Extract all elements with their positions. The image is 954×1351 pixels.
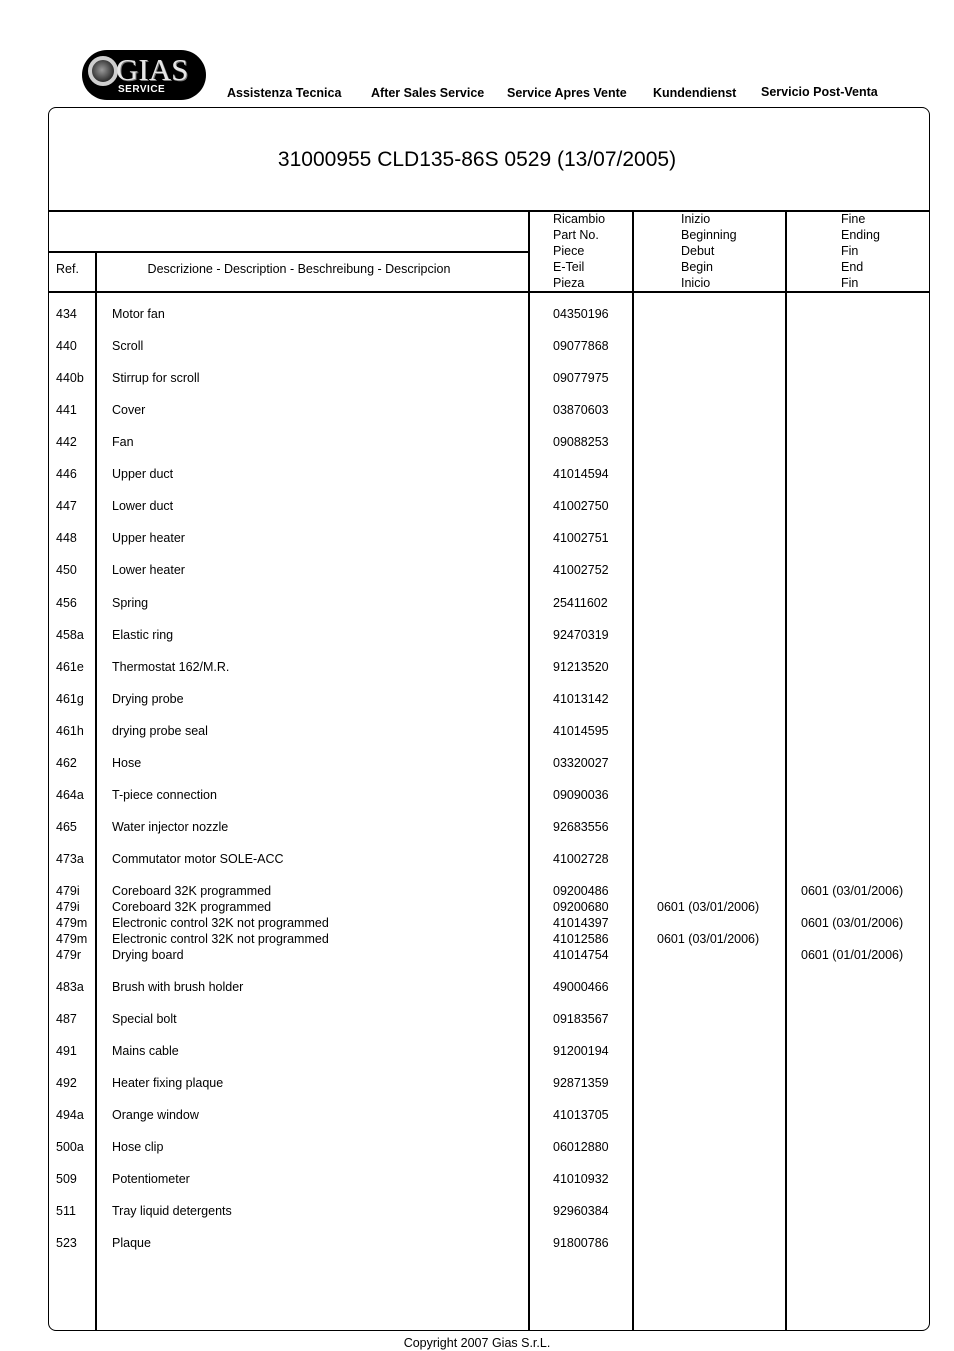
- begin-header-line: Beginning: [681, 228, 737, 242]
- description-cell: Scroll: [112, 339, 144, 354]
- header-label-assistenza: Assistenza Tecnica: [227, 86, 342, 100]
- description-cell: Lower duct: [112, 499, 174, 514]
- description-cell: Orange window: [112, 1108, 199, 1123]
- ref-cell: 458a: [56, 627, 84, 642]
- ref-cell: 473a: [56, 851, 84, 866]
- description-cell: Motor fan: [112, 307, 165, 321]
- part-column-divider: [632, 210, 634, 1331]
- part-number-cell: 09077975: [553, 371, 609, 386]
- part-header-line: Ricambio: [553, 212, 606, 226]
- begin-header-line: Begin: [681, 260, 713, 274]
- document-title: 31000955 CLD135-86S 0529 (13/07/2005): [277, 148, 677, 171]
- description-cell: Spring: [112, 595, 149, 610]
- part-header-line: Piece: [553, 244, 585, 258]
- header-label-after-sales: After Sales Service: [371, 86, 485, 100]
- description-column-divider: [528, 210, 530, 1331]
- description-cell: Potentiometer: [112, 1172, 190, 1187]
- description-cell: Hose: [112, 755, 142, 770]
- ref-cell: 461g: [56, 691, 84, 706]
- description-cell: Fan: [112, 435, 134, 450]
- ref-cell: 479m: [56, 931, 88, 946]
- description-cell: Electronic control 32K not programmed: [112, 915, 329, 930]
- part-header-line: Pieza: [553, 276, 585, 290]
- description-cell: Thermostat 162/M.R.: [112, 659, 230, 674]
- part-number-cell: 06012880: [553, 1140, 609, 1155]
- part-number-cell: 09088253: [553, 435, 609, 450]
- header-bottom-rule: [48, 291, 930, 293]
- part-number-cell: 91213520: [553, 659, 609, 674]
- part-number-cell: 41014594: [553, 467, 609, 482]
- part-number-cell: 25411602: [553, 595, 608, 610]
- part-number-cell: 92683556: [553, 819, 609, 834]
- part-number-cell: 41010932: [553, 1172, 609, 1187]
- ref-cell: 479i: [56, 883, 80, 898]
- description-cell: T-piece connection: [112, 787, 217, 802]
- description-cell: Tray liquid detergents: [112, 1204, 232, 1219]
- description-cell: Drying probe: [112, 691, 184, 706]
- ref-cell: 461h: [56, 723, 84, 738]
- ref-cell: 440: [56, 339, 77, 354]
- ref-cell: 462: [56, 755, 77, 770]
- gias-service-logo: [82, 50, 206, 100]
- begin-header-line: Inizio: [681, 212, 711, 226]
- part-number-cell: 91200194: [553, 1044, 609, 1059]
- ref-cell: 511: [56, 1204, 76, 1219]
- ref-cell: 446: [56, 467, 77, 482]
- header-label-kundendienst: Kundendienst: [653, 86, 737, 100]
- ref-cell: 479i: [56, 899, 80, 914]
- begin-header-line: Inicio: [681, 276, 711, 290]
- begin-header-line: Debut: [681, 244, 715, 258]
- description-cell: Special bolt: [112, 1012, 177, 1027]
- ref-cell: 440b: [56, 371, 84, 386]
- description-cell: Brush with brush holder: [112, 980, 244, 994]
- begin-column-divider: [785, 210, 787, 1331]
- description-cell: Cover: [112, 403, 146, 418]
- part-number-cell: 09200680: [553, 899, 609, 914]
- part-number-cell: 41013142: [553, 691, 609, 706]
- description-cell: Mains cable: [112, 1044, 179, 1059]
- end-header-line: Fin: [841, 244, 859, 258]
- ref-cell: 461e: [56, 659, 84, 674]
- part-number-cell: 03870603: [553, 403, 609, 418]
- ref-cell: 456: [56, 595, 77, 610]
- part-header-line: Part No.: [553, 228, 599, 242]
- end-cell: 0601 (01/01/2006): [801, 948, 904, 962]
- part-number-cell: 41014595: [553, 723, 609, 738]
- description-cell: Plaque: [112, 1236, 151, 1251]
- part-header-line: E-Teil: [553, 260, 585, 274]
- ref-cell: 448: [56, 531, 77, 546]
- ref-cell: 487: [56, 1012, 77, 1027]
- part-number-cell: 92871359: [553, 1076, 609, 1091]
- ref-cell: 465: [56, 819, 77, 834]
- description-cell: Commutator motor SOLE-ACC: [112, 851, 284, 866]
- description-cell: Elastic ring: [112, 627, 174, 642]
- part-number-cell: 41012586: [553, 931, 609, 946]
- part-number-cell: 41002750: [553, 499, 609, 514]
- ref-cell: 479r: [56, 948, 82, 962]
- part-number-cell: 92470319: [553, 627, 609, 642]
- description-cell: Upper duct: [112, 467, 174, 482]
- part-number-cell: 09183567: [553, 1012, 609, 1027]
- description-cell: Hose clip: [112, 1140, 164, 1155]
- header-label-apres-vente: Service Apres Vente: [507, 86, 627, 100]
- header-label-post-venta: Servicio Post-Venta: [761, 85, 878, 99]
- part-number-cell: 04350196: [553, 307, 609, 321]
- description-cell: Water injector nozzle: [112, 819, 229, 834]
- ref-cell: 464a: [56, 787, 84, 802]
- ref-cell: 479m: [56, 915, 88, 930]
- part-number-cell: 41014754: [553, 948, 609, 962]
- logo-wordmark: GIAS: [116, 52, 189, 87]
- part-number-cell: 92960384: [553, 1204, 609, 1219]
- part-number-cell: 41002752: [553, 563, 609, 578]
- logo-emblem-icon: [88, 56, 118, 86]
- logo-subtitle: SERVICE: [118, 84, 166, 95]
- description-cell: drying probe seal: [112, 723, 208, 738]
- part-number-cell: 09200486: [553, 883, 609, 898]
- ref-cell: 434: [56, 307, 77, 321]
- ref-column-header: Ref.: [56, 262, 79, 276]
- end-cell: 0601 (03/01/2006): [801, 883, 904, 898]
- part-number-cell: 41002728: [553, 851, 609, 866]
- description-cell: Drying board: [112, 948, 184, 962]
- ref-cell: 500a: [56, 1140, 84, 1155]
- ref-cell: 442: [56, 435, 77, 450]
- ref-cell: 450: [56, 563, 77, 578]
- ref-cell: 492: [56, 1076, 77, 1091]
- part-number-cell: 41013705: [553, 1108, 609, 1123]
- header-mid-rule: [48, 251, 529, 253]
- description-cell: Coreboard 32K programmed: [112, 883, 272, 898]
- end-header-line: Fine: [841, 212, 866, 226]
- description-cell: Coreboard 32K programmed: [112, 899, 272, 914]
- header-top-rule: [48, 210, 930, 212]
- copyright-footer: Copyright 2007 Gias S.r.L.: [403, 1336, 551, 1350]
- begin-cell: 0601 (03/01/2006): [657, 899, 760, 914]
- ref-cell: 491: [56, 1044, 77, 1059]
- part-number-cell: 03320027: [553, 755, 609, 770]
- description-cell: Electronic control 32K not programmed: [112, 931, 329, 946]
- description-cell: Lower heater: [112, 563, 185, 578]
- ref-cell: 447: [56, 499, 77, 514]
- ref-cell: 494a: [56, 1108, 84, 1123]
- part-number-cell: 09077868: [553, 339, 609, 354]
- part-number-cell: 91800786: [553, 1236, 609, 1251]
- end-header-line: Fin: [841, 276, 859, 290]
- part-number-cell: 41002751: [553, 531, 609, 546]
- part-number-cell: 49000466: [553, 980, 609, 994]
- ref-cell: 523: [56, 1236, 77, 1251]
- end-cell: 0601 (03/01/2006): [801, 915, 904, 930]
- ref-column-divider: [95, 251, 97, 1331]
- part-number-cell: 41014397: [553, 915, 609, 930]
- part-number-cell: 09090036: [553, 787, 609, 802]
- ref-cell: 441: [56, 403, 77, 418]
- end-header-line: Ending: [841, 228, 880, 242]
- end-header-line: End: [841, 260, 864, 274]
- description-cell: Upper heater: [112, 531, 185, 546]
- description-column-header: Descrizione - Description - Beschreibung - Descripcion: [147, 262, 451, 276]
- description-cell: Heater fixing plaque: [112, 1076, 224, 1091]
- description-cell: Stirrup for scroll: [112, 371, 200, 386]
- ref-cell: 483a: [56, 980, 84, 994]
- begin-cell: 0601 (03/01/2006): [657, 931, 760, 946]
- ref-cell: 509: [56, 1172, 77, 1187]
